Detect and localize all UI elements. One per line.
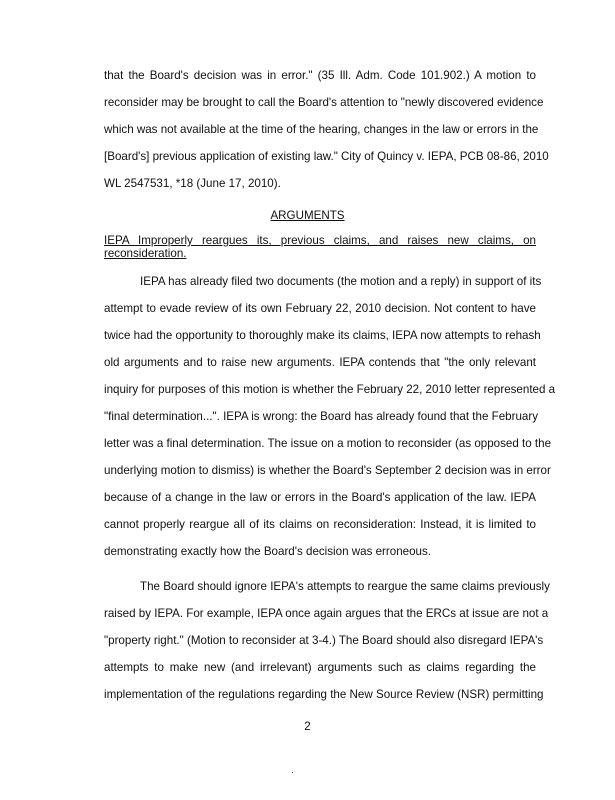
paragraph-line: attempts to make new (and irrelevant) arguments such as claims regarding the <box>104 661 536 674</box>
paragraph-line: "final determination...". IEPA is wrong: the Board has already found that the February <box>104 410 539 423</box>
paragraph-line: letter was a final determination. The issue on a motion to reconsider (as opposed to the <box>104 437 552 450</box>
paragraph-line: attempt to evade review of its own February 22, 2010 decision. Not content to have <box>104 302 536 315</box>
paragraph-line: raised by IEPA. For example, IEPA once again argues that the ERCs at issue are not a <box>104 607 549 620</box>
paragraph-line: implementation of the regulations regarding the New Source Review (NSR) permitting <box>104 688 544 701</box>
paragraph-line: cannot properly reargue all of its claims on reconsideration: Instead, it is limited to <box>104 518 536 531</box>
paragraph-line: "property right." (Motion to reconsider at 3-4.) The Board should also disregard IEPA's <box>104 634 544 647</box>
text-line: that the Board's decision was in error." (35 Ill. Adm. Code 101.902.) A motion to <box>104 69 536 82</box>
paragraph-line: because of a change in the law or errors in the Board's application of the law. IEPA <box>104 491 536 504</box>
subheading-line: IEPA Improperly reargues its, previous claims, and raises new claims, on <box>104 234 536 247</box>
text-line: reconsider may be brought to call the Board's attention to "newly discovered evidence <box>104 96 544 109</box>
scan-speck <box>292 772 293 773</box>
paragraph-line: underlying motion to dismiss) is whether the Board's September 2 decision was in error <box>104 464 551 477</box>
paragraph-line: old arguments and to raise new arguments. IEPA contends that "the only relevant <box>104 356 536 369</box>
paragraph-line: The Board should ignore IEPA's attempts to reargue the same claims previously <box>140 580 550 593</box>
section-heading: ARGUMENTS <box>270 209 345 222</box>
page-number: 2 <box>304 720 311 733</box>
paragraph-line: twice had the opportunity to thoroughly make its claims, IEPA now attempts to rehash <box>104 329 541 342</box>
text-line: [Board's] previous application of existing law." City of Quincy v. IEPA, PCB 08-86, 2010 <box>104 150 549 163</box>
paragraph-line: inquiry for purposes of this motion is whether the February 22, 2010 letter represented a <box>104 383 556 396</box>
text-line: WL 2547531, *18 (June 17, 2010). <box>104 177 281 190</box>
subheading-line: reconsideration. <box>104 247 187 260</box>
paragraph-line: IEPA has already filed two documents (the motion and a reply) in support of its <box>140 275 542 288</box>
paragraph-line: demonstrating exactly how the Board's decision was erroneous. <box>104 545 432 558</box>
text-line: which was not available at the time of the hearing, changes in the law or errors in the <box>104 123 539 136</box>
